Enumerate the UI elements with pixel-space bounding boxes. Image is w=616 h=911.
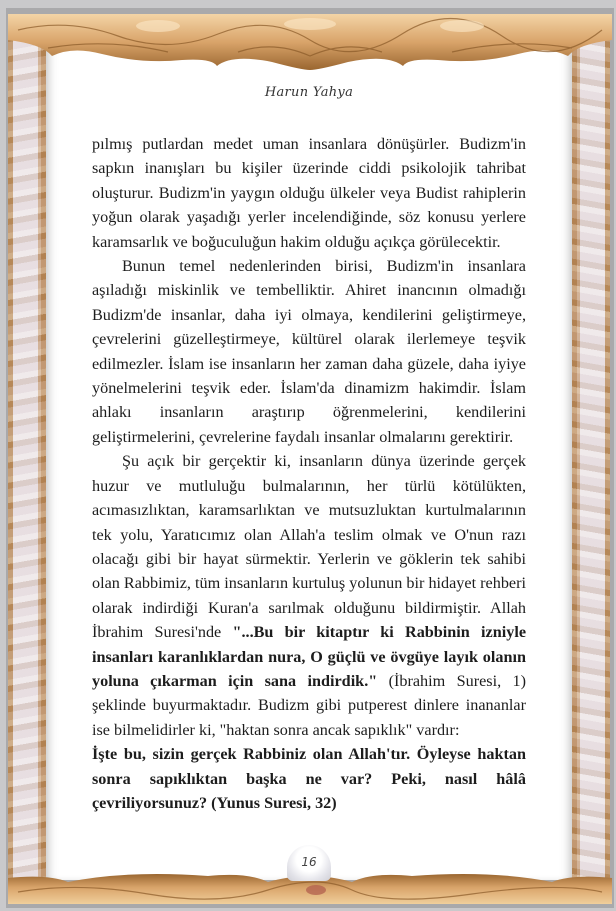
body-text <box>92 132 526 815</box>
paragraph-3 <box>92 449 526 742</box>
paragraph-1: pılmış putlardan medet uman insanlara dönüşürler. Budizm'in sapkın inanışları bu kişiler üzerinde ciddi psikolojik tahribat oluşturur. Budizm'in yaygın olduğu ülkeler veya Budist rahiplerin yoğun olarak yaşadığı yerler incelendiğinde, söz konusu yerlere karamsarlık ve boğuculuğun hakim olduğu açıkça görülecektir. <box>92 135 526 251</box>
paragraph-3-text: Şu açık bir gerçektir ki, insanların dünya üzerinde gerçek huzur ve mutluluğu bulmalarının, her türlü kötülükten, acımasızlıktan, karamsarlıktan ve mutsuzluktan kurtulmalarının tek yolu, Yaratıcımız olan Allah'a teslim olmak ve O'nun razı olacağı gibi bir hayat sürmektir. Yerlerin ve göklerin tek sahibi olan Rabbimiz, tüm insanların kurtuluş yolunun bir hidayet rehberi olarak indirdiği Kuran'a sarılmak olduğunu bildirmiştir. Allah İbrahim Suresi'nde <box>92 452 526 642</box>
paragraph-3-text-end: (İbrahim Suresi, 1) şeklinde buyurmaktadır. Budizm gibi putperest dinlere inananlar ise bilmelidirler ki, "haktan sonra ancak sapıklık" vardır: <box>92 671 526 739</box>
left-frame-pillar <box>8 30 46 880</box>
top-carved-frame <box>8 10 612 70</box>
page-number: 16 <box>301 855 317 869</box>
running-header-author: Harun Yahya <box>264 85 354 100</box>
paragraph-2: Bunun temel nedenlerinden birisi, Budizm'in insanlara aşıladığı miskinlik ve tembelliktir. Ahiret inancının olmadığı Budizm'de insanlar, daha iyi olmaya, kendilerini geliştirmeye, çevrelerini güzelleştirmeye, kültürel olarak ilerlemeye teşvik edilmezler. İslam ise insanların her zaman daha güzele, daha iyiye yönelmelerini teşvik eder. İslam'da dinamizm hakimdir. İslam ahlakı insanların araştırıp öğrenmelerini, kendilerini geliştirmelerini, çevrelerine faydalı insanlar olmalarını gerektirir. <box>92 257 526 446</box>
right-frame-pillar <box>572 30 610 880</box>
block-quote-verse: İşte bu, sizin gerçek Rabbiniz olan Allah'tır. Öyleyse haktan sonra sapıklıktan başka ne var? Peki, nasıl hâlâ çevriliyorsunuz? (Yunus Suresi, 32) <box>92 745 526 812</box>
verse-citation-bold: "...Bu bir kitaptır ki Rabbinin izniyle insanları karanlıklardan nura, O güçlü ve övgüye layık olanın yoluna çıkarman için sana indirdik." <box>92 623 527 690</box>
